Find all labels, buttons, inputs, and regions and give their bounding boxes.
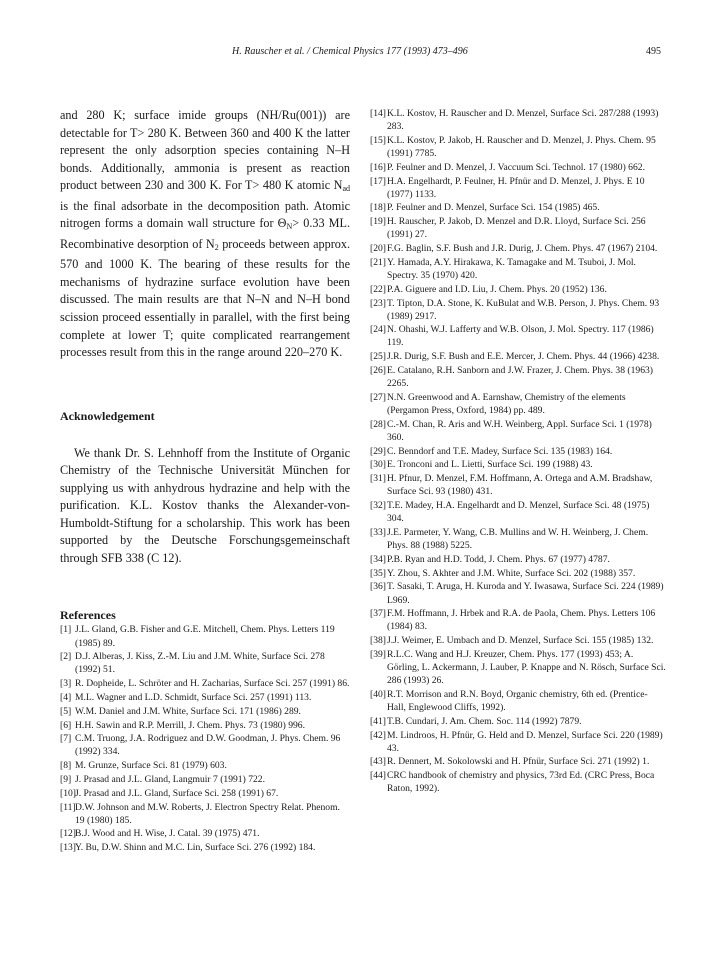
reference-number: [36] (370, 581, 386, 593)
conclusion-text-1: and 280 K; surface imide groups (NH/Ru(001)) are detectable for T> 280 K. Between 360 and 400 K the latter represent the only adsorption species containing N–H bonds. Additionally, ammonia is present as reaction product between 230 and 300 K. For T> 480 K atomic N (60, 108, 350, 193)
reference-text: Y. Zhou, S. Akhter and J.M. White, Surface Sci. 202 (1988) 357. (387, 567, 636, 579)
reference-text: C.-M. Chan, R. Aris and W.H. Weinberg, Appl. Surface Sci. 1 (1978) 360. (387, 418, 652, 443)
running-header (0, 46, 720, 62)
acknowledgement-heading: Acknowledgement (60, 408, 155, 423)
right-column (370, 107, 666, 796)
reference-number: [38] (370, 635, 386, 647)
reference-number: [29] (370, 445, 386, 457)
reference-item (60, 841, 350, 854)
reference-number: [20] (370, 243, 386, 255)
reference-text: R.T. Morrison and R.N. Boyd, Organic chemistry, 6th ed. (Prentice-Hall, Englewood Cliffs, 1992). (387, 688, 648, 713)
reference-number: [37] (370, 608, 386, 620)
reference-text: E. Catalano, R.H. Sanborn and J.W. Frazer, J. Chem. Phys. 38 (1963) 2265. (387, 365, 653, 390)
reference-text: T. Sasaki, T. Aruga, H. Kuroda and Y. Iwasawa, Surface Sci. 224 (1989) L969. (387, 581, 664, 606)
reference-item (370, 391, 666, 417)
reference-item (60, 677, 350, 690)
reference-item (370, 729, 666, 755)
reference-number: [17] (370, 175, 386, 187)
reference-item (370, 297, 666, 323)
reference-item (60, 691, 350, 704)
reference-item (370, 215, 666, 241)
reference-item (370, 648, 666, 687)
reference-text: W.M. Daniel and J.M. White, Surface Sci. 171 (1986) 289. (75, 705, 301, 717)
reference-number: [26] (370, 365, 386, 377)
reference-item (60, 732, 350, 758)
reference-item (370, 553, 666, 566)
reference-item (370, 526, 666, 552)
reference-number: [23] (370, 297, 386, 309)
acknowledgement-text: We thank Dr. S. Lehnhoff from the Institute of Organic Chemistry of the Technische Universität München for supplying us with anhydrous hydrazine and help with the purification. K.L. Kostov thanks the Alexander-von-Humboldt-Stiftung for a scholarship. This work has been supported by the Deutsche Forschungsgemeinschaft through SFB 338 (C 12). (60, 445, 350, 565)
conclusion-text-2: is the final adsorbate in the decomposition path. Atomic nitrogen forms a domain wall structure for Θ (60, 198, 350, 231)
reference-text: T.E. Madey, H.A. Engelhardt and D. Menzel, Surface Sci. 48 (1975) 304. (387, 500, 650, 525)
references-heading: References (60, 608, 116, 623)
reference-number: [12] (60, 828, 76, 840)
reference-text: B.J. Wood and H. Wise, J. Catal. 39 (1975) 471. (75, 828, 260, 840)
reference-text: E. Tronconi and L. Lietti, Surface Sci. 199 (1988) 43. (387, 459, 593, 471)
reference-item (370, 364, 666, 390)
reference-item (370, 634, 666, 647)
reference-item (370, 458, 666, 471)
reference-item (370, 755, 666, 768)
reference-text: J. Prasad and J.L. Gland, Langmuir 7 (1991) 722. (75, 774, 265, 786)
reference-number: [6] (60, 719, 72, 731)
reference-number: [16] (370, 161, 386, 173)
reference-list-right (370, 107, 666, 795)
reference-text: H.A. Engelhardt, P. Feulner, H. Pfnür and D. Menzel, J. Phys. E 10 (1977) 1133. (387, 175, 645, 200)
reference-text: C.M. Truong, J.A. Rodriguez and D.W. Goodman, J. Phys. Chem. 96 (1992) 334. (75, 733, 341, 758)
reference-number: [31] (370, 473, 386, 485)
reference-number: [41] (370, 715, 386, 727)
reference-text: H. Pfnur, D. Menzel, F.M. Hoffmann, A. Ortega and A.M. Bradshaw, Surface Sci. 93 (1980) 431. (387, 473, 653, 498)
reference-number: [40] (370, 688, 386, 700)
reference-item (370, 201, 666, 214)
subscript-n: N (286, 222, 293, 232)
reference-item (370, 607, 666, 633)
reference-text: M. Grunze, Surface Sci. 81 (1979) 603. (75, 760, 227, 772)
reference-text: F.G. Baglin, S.F. Bush and J.R. Durig, J. Chem. Phys. 47 (1967) 2104. (387, 243, 658, 255)
reference-text: J.J. Weimer, E. Umbach and D. Menzel, Surface Sci. 155 (1985) 132. (387, 635, 654, 647)
reference-item (370, 688, 666, 714)
reference-number: [22] (370, 283, 386, 295)
subscript-ad: ad (342, 184, 350, 194)
reference-number: [35] (370, 567, 386, 579)
reference-text: H. Rauscher, P. Jakob, D. Menzel and D.R. Lloyd, Surface Sci. 256 (1991) 27. (387, 216, 646, 241)
reference-item (60, 719, 350, 732)
reference-item (370, 323, 666, 349)
reference-number: [14] (370, 108, 386, 119)
conclusion-paragraph (60, 107, 350, 362)
reference-text: P. Feulner and D. Menzel, J. Vaccuum Sci. Technol. 17 (1980) 662. (387, 161, 645, 173)
reference-text: R. Dennert, M. Sokolowski and H. Pfnür, Surface Sci. 271 (1992) 1. (387, 756, 650, 768)
reference-number: [8] (60, 760, 72, 772)
reference-number: [1] (60, 624, 72, 636)
reference-item (370, 580, 666, 606)
reference-text: P.A. Giguere and I.D. Liu, J. Chem. Phys. 20 (1952) 136. (387, 283, 607, 295)
reference-text: H.H. Sawin and R.P. Merrill, J. Chem. Phys. 73 (1980) 996. (75, 719, 305, 731)
subscript-2: 2 (214, 242, 219, 252)
reference-number: [43] (370, 756, 386, 768)
reference-text: F.M. Hoffmann, J. Hrbek and R.A. de Paola, Chem. Phys. Letters 106 (1984) 83. (387, 608, 656, 633)
reference-item (370, 107, 666, 133)
reference-item (370, 418, 666, 444)
reference-item (370, 715, 666, 728)
reference-item (60, 759, 350, 772)
reference-number: [3] (60, 678, 72, 690)
reference-number: [18] (370, 202, 386, 214)
reference-item (370, 350, 666, 363)
conclusion-text-3: > 0.33 ML. Recombinative desorption of N (60, 216, 350, 251)
reference-text: C. Benndorf and T.E. Madey, Surface Sci. 135 (1983) 164. (387, 445, 613, 457)
reference-number: [30] (370, 459, 386, 471)
reference-item (60, 705, 350, 718)
reference-text: J. Prasad and J.L. Gland, Surface Sci. 258 (1991) 67. (75, 787, 279, 799)
reference-text: J.R. Durig, S.F. Bush and E.E. Mercer, J. Chem. Phys. 44 (1966) 4238. (387, 351, 660, 363)
reference-item (60, 827, 350, 840)
reference-number: [33] (370, 526, 386, 538)
reference-text: K.L. Kostov, P. Jakob, H. Rauscher and D. Menzel, J. Phys. Chem. 95 (1991) 7785. (387, 134, 656, 159)
reference-text: R.L.C. Wang and H.J. Kreuzer, Chem. Phys. 177 (1993) 453; A. Görling, L. Ackermann, J. Lauber, P. Knappe and N. Rösch, Surface Sci. 286 (1993) 26. (387, 648, 666, 687)
reference-text: Y. Hamada, A.Y. Hirakawa, K. Tamagake and M. Tsuboi, J. Mol. Spectry. 35 (1970) 420. (387, 256, 636, 281)
reference-item (370, 499, 666, 525)
reference-text: Y. Bu, D.W. Shinn and M.C. Lin, Surface Sci. 276 (1992) 184. (75, 842, 316, 854)
reference-item (370, 769, 666, 795)
reference-number: [10] (60, 787, 76, 799)
reference-number: [25] (370, 351, 386, 363)
reference-number: [2] (60, 651, 72, 663)
reference-item (370, 175, 666, 201)
reference-number: [9] (60, 774, 72, 786)
reference-item (370, 256, 666, 282)
reference-text: CRC handbook of chemistry and physics, 73rd Ed. (CRC Press, Boca Raton, 1992). (387, 770, 655, 795)
reference-item (370, 283, 666, 296)
reference-number: [5] (60, 705, 72, 717)
reference-number: [28] (370, 418, 386, 430)
reference-number: [4] (60, 692, 72, 704)
reference-number: [21] (370, 256, 386, 268)
reference-text: M. Lindroos, H. Pfnür, G. Held and D. Menzel, Surface Sci. 220 (1989) 43. (387, 729, 663, 754)
reference-text: T. Tipton, D.A. Stone, K. KuBulat and W.B. Person, J. Phys. Chem. 93 (1989) 2917. (387, 297, 660, 322)
reference-item (60, 623, 350, 649)
running-title: H. Rauscher et al. / Chemical Physics 177 (1993) 473–496 (232, 46, 468, 57)
reference-number: [24] (370, 324, 386, 336)
reference-item (370, 134, 666, 160)
reference-text: R. Dopheide, L. Schröter and H. Zacharias, Surface Sci. 257 (1991) 86. (75, 678, 350, 690)
reference-text: J.E. Parmeter, Y. Wang, C.B. Mullins and W. H. Weinberg, J. Chem. Phys. 88 (1988) 5225. (387, 526, 649, 552)
reference-item (60, 650, 350, 676)
reference-number: [15] (370, 134, 386, 146)
reference-item (370, 567, 666, 580)
reference-text: T.B. Cundari, J. Am. Chem. Soc. 114 (1992) 7879. (387, 715, 582, 727)
reference-item (370, 161, 666, 174)
reference-item (370, 445, 666, 458)
conclusion-text-4: proceeds between approx. 570 and 1000 K. The bearing of these results for the mechanisms of hydrazine surface evolution have been discussed. The main results are that N–N and N–H bond scission proceed essentially in parallel, with the first being complete at lower T; quite complicated rearrangement processes result from this in the range around 220–270 K. (60, 236, 350, 360)
reference-text: N.N. Greenwood and A. Earnshaw, Chemistry of the elements (Pergamon Press, Oxford, 1984) pp. 489. (387, 391, 626, 416)
reference-text: P.B. Ryan and H.D. Todd, J. Chem. Phys. 67 (1977) 4787. (387, 553, 610, 565)
reference-number: [39] (370, 648, 386, 660)
reference-number: [19] (370, 216, 386, 228)
left-column (60, 107, 350, 855)
reference-number: [42] (370, 729, 386, 741)
page-number: 495 (646, 46, 661, 57)
reference-text: D.J. Alberas, J. Kiss, Z.-M. Liu and J.M. White, Surface Sci. 278 (1992) 51. (75, 651, 325, 676)
reference-number: [32] (370, 500, 386, 512)
reference-number: [27] (370, 391, 386, 403)
reference-text: M.L. Wagner and L.D. Schmidt, Surface Sci. 257 (1991) 113. (75, 692, 312, 704)
reference-number: [44] (370, 770, 386, 782)
reference-item (370, 472, 666, 498)
reference-text: N. Ohashi, W.J. Lafferty and W.B. Olson, J. Mol. Spectry. 117 (1986) 119. (387, 324, 654, 349)
reference-number: [13] (60, 842, 76, 854)
reference-list-left (60, 623, 350, 854)
reference-item (60, 787, 350, 800)
reference-text: J.L. Gland, G.B. Fisher and G.E. Mitchell, Chem. Phys. Letters 119 (1985) 89. (75, 624, 335, 649)
reference-number: [34] (370, 553, 386, 565)
reference-item (370, 242, 666, 255)
reference-item (60, 773, 350, 786)
reference-number: [11] (60, 801, 76, 813)
reference-text: D.W. Johnson and M.W. Roberts, J. Electron Spectry Relat. Phenom. 19 (1980) 185. (75, 801, 340, 826)
reference-text: K.L. Kostov, H. Rauscher and D. Menzel, Surface Sci. 287/288 (1993) 283. (387, 108, 659, 133)
reference-item (60, 801, 350, 827)
reference-number: [7] (60, 733, 72, 745)
reference-text: P. Feulner and D. Menzel, Surface Sci. 154 (1985) 465. (387, 202, 600, 214)
